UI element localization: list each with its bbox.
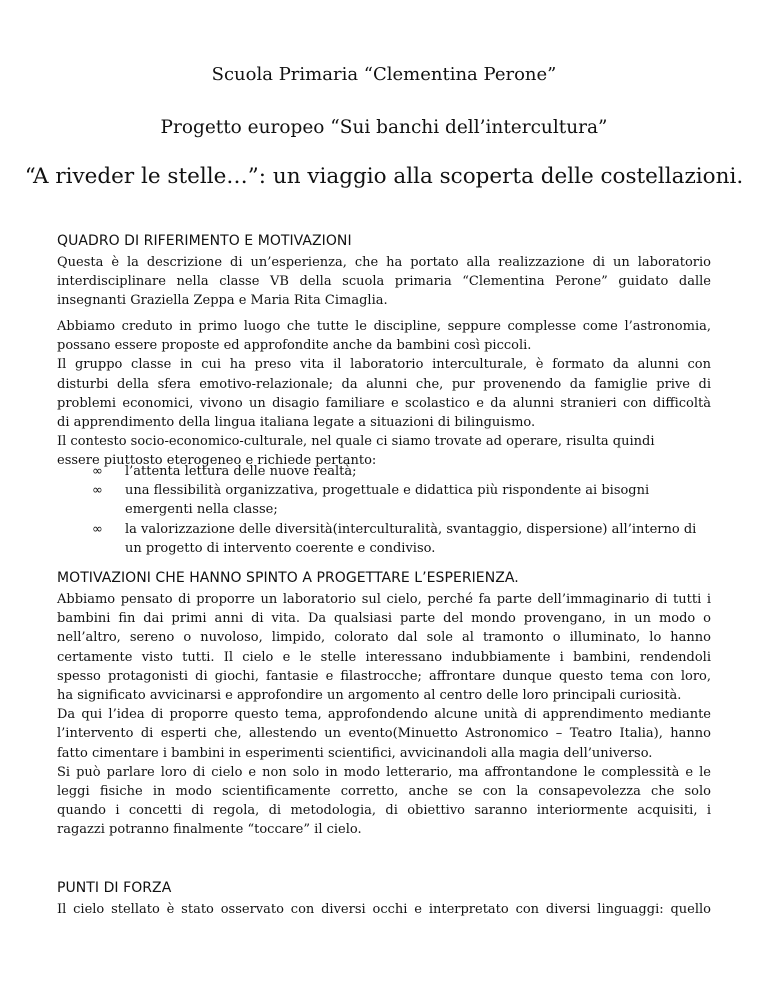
text-line: un progetto di intervento coerente e condiviso. [125, 540, 436, 556]
text-line: Si può parlare loro di cielo e non solo in modo letterario, ma affrontandone le complessità e le [57, 764, 711, 780]
document-title: “A riveder le stelle…”: un viaggio alla scoperta delle costellazioni. [24, 164, 744, 189]
text-line: fatto cimentare i bambini in esperimenti scientifici, avvicinandoli alla magia dell’universo. [57, 745, 653, 761]
project-title: Progetto europeo “Sui banchi dell’intercultura” [160, 117, 608, 138]
list-item [92, 462, 692, 481]
text-line: interdisciplinare nella classe VB della scuola primaria “Clementina Perone” guidato dalle [57, 274, 711, 290]
text-line: Il gruppo classe in cui ha preso vita il laboratorio interculturale, è formato da alunni con [57, 357, 711, 373]
paragraph-intro [57, 253, 711, 311]
school-name: Scuola Primaria “Clementina Perone” [211, 64, 557, 85]
text-line: la valorizzazione delle diversità(interculturalità, svantaggio, dispersione) all’interno di [125, 521, 697, 537]
text-line: di apprendimento della lingua italiana legate a situazioni di bilinguismo. [57, 415, 536, 431]
text-line: leggi fisiche in modo scientificamente corretto, anche se con la consapevolezza che solo [57, 784, 711, 800]
infinity-bullet-icon: ∞ [92, 483, 103, 499]
text-line: emergenti nella classe; [125, 502, 278, 518]
paragraph-context [57, 317, 711, 471]
text-line: possano essere proposte ed approfondite anche da bambini così piccoli. [57, 338, 532, 354]
infinity-bullet-icon: ∞ [92, 464, 103, 479]
list-item [92, 520, 697, 558]
list-item [92, 481, 692, 519]
text-line: l’attenta lettura delle nuove realtà; [125, 464, 357, 479]
paragraph-motivazioni [57, 590, 711, 840]
text-line: nell’altro, sereno o nuvoloso, limpido, colorato dal sole al tramonto o illuminato, lo hanno [57, 630, 711, 646]
text-line: certamente visto tutti. Il cielo e le stelle interessano indubbiamente i bambini, rendendoli [57, 649, 711, 665]
paragraph-punti-di-forza [57, 900, 711, 919]
text-line: insegnanti Graziella Zeppa e Maria Rita Cimaglia. [57, 293, 388, 309]
text-line: bambini fin dai primi anni di vita. Da qualsiasi parte del mondo provengano, in un modo o [57, 611, 711, 627]
text-line: ragazzi potranno finalmente “toccare” il cielo. [57, 822, 362, 838]
section-heading-quadro: QUADRO DI RIFERIMENTO E MOTIVAZIONI [57, 233, 352, 249]
text-line: Abbiamo creduto in primo luogo che tutte le discipline, seppure complesse come l’astronomia, [57, 319, 711, 334]
section-heading-punti-di-forza: PUNTI DI FORZA [57, 880, 172, 896]
text-line: spesso protagonisti di giochi, fantasie e filastrocche; affrontare dunque questo tema con loro, [57, 668, 711, 684]
text-line: ha significato avvicinarsi e approfondire un argomento al centro delle loro principali curiosità. [57, 688, 682, 704]
bullet-list [92, 462, 697, 558]
text-line: Il cielo stellato è stato osservato con diversi occhi e interpretato con diversi linguaggi: quello [57, 902, 711, 917]
infinity-bullet-icon: ∞ [92, 521, 103, 537]
section-heading-motivazioni: MOTIVAZIONI CHE HANNO SPINTO A PROGETTARE L’ESPERIENZA. [57, 570, 519, 586]
text-line: l’intervento di esperti che, allestendo un evento(Minuetto Astronomico – Teatro Italia), hanno [57, 726, 711, 742]
text-line: Da qui l’idea di proporre questo tema, approfondendo alcune unità di apprendimento mediante [57, 707, 711, 723]
text-line: disturbi della sfera emotivo-relazionale; da alunni che, pur provenendo da famiglie prive di [57, 376, 711, 392]
text-line: essere piuttosto eterogeneo e richiede pertanto: [57, 453, 377, 469]
text-line: problemi economici, vivono un disagio familiare e scolastico e da alunni stranieri con difficoltà [57, 395, 711, 411]
text-line: una flessibilità organizzativa, progettuale e didattica più rispondente ai bisogni [125, 483, 650, 499]
text-line: Il contesto socio-economico-culturale, nel quale ci siamo trovate ad operare, risulta quindi [57, 434, 655, 450]
text-line: Abbiamo pensato di proporre un laboratorio sul cielo, perché fa parte dell’immaginario di tutti i [57, 592, 711, 607]
text-line: Questa è la descrizione di un’esperienza, che ha portato alla realizzazione di un laboratorio [57, 255, 711, 270]
text-line: quando i concetti di regola, di metodologia, di obiettivo saranno interiormente acquisiti, i [57, 803, 711, 819]
